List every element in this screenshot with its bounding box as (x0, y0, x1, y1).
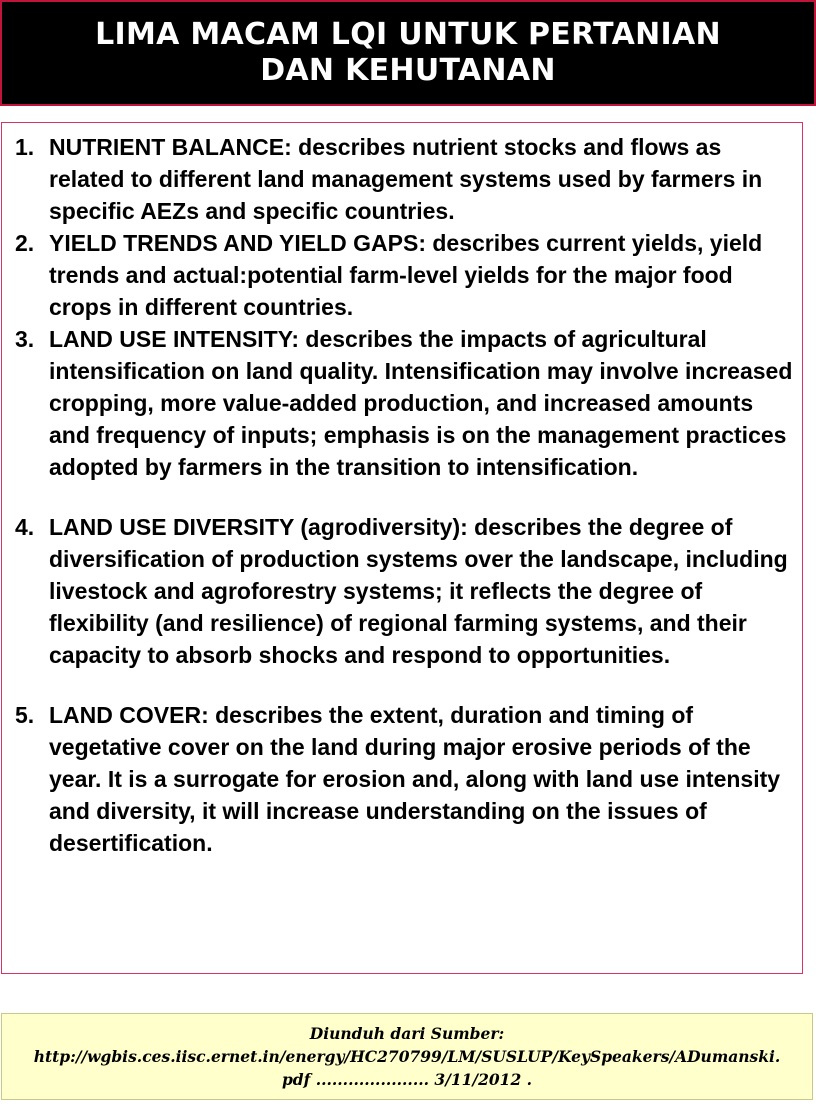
list-item-land-use-intensity (2, 323, 802, 483)
source-date: pdf ..................... 3/11/2012 . (281, 1070, 533, 1089)
list-item-nutrient-balance (2, 131, 802, 227)
list-item-land-use-diversity (2, 511, 802, 671)
item-number: 3. (15, 326, 35, 352)
item-description: : describes nutrient stocks and flows as related to different land management systems used by farmers in specific AEZs and specific countries. (49, 134, 763, 224)
list-item-land-cover (2, 699, 802, 859)
title-line-1: LIMA MACAM LQI UNTUK PERTANIAN (95, 17, 721, 52)
content-panel (1, 122, 803, 974)
lqi-list (2, 131, 802, 859)
list-item-yield-trends (2, 227, 802, 323)
item-description: : describes current yields, yield trends and actual:potential farm-level yields for the major food crops in different countries. (49, 230, 763, 320)
title-banner (0, 0, 816, 106)
title-line-2: DAN KEHUTANAN (260, 53, 556, 88)
item-term: NUTRIENT BALANCE (49, 134, 285, 160)
item-term: LAND USE DIVERSITY (49, 514, 294, 540)
item-term: LAND COVER (49, 702, 202, 728)
item-term: YIELD TRENDS AND YIELD GAPS (49, 230, 419, 256)
item-number: 5. (15, 702, 35, 728)
source-url[interactable]: http://wgbis.ces.iisc.ernet.in/energy/HC270799/LM/SUSLUP/KeySpeakers/ADumanski. (33, 1047, 781, 1066)
item-description: (agrodiversity): describes the degree of diversification of production systems over the landscape, including livestock and agroforestry systems; it reflects the degree of flexibility (and resilience) of regional farming systems, and their capacity to absorb shocks and respond to opportunities. (49, 514, 788, 668)
source-heading: Diunduh dari Sumber: (309, 1024, 505, 1043)
source-citation (1, 1013, 813, 1100)
item-description: : describes the impacts of agricultural intensification on land quality. Intensification may involve increased cropping, more value-added production, and increased amounts and frequency of inputs; emphasis is on the management practices adopted by farmers in the transition to intensification. (49, 326, 793, 480)
item-description: : describes the extent, duration and timing of vegetative cover on the land during major erosive periods of the year. It is a surrogate for erosion and, along with land use intensity and diversity, it will increase understanding on the issues of desertification. (49, 702, 781, 856)
item-number: 2. (15, 230, 35, 256)
item-number: 1. (15, 134, 35, 160)
item-term: LAND USE INTENSITY (49, 326, 292, 352)
item-number: 4. (15, 514, 35, 540)
